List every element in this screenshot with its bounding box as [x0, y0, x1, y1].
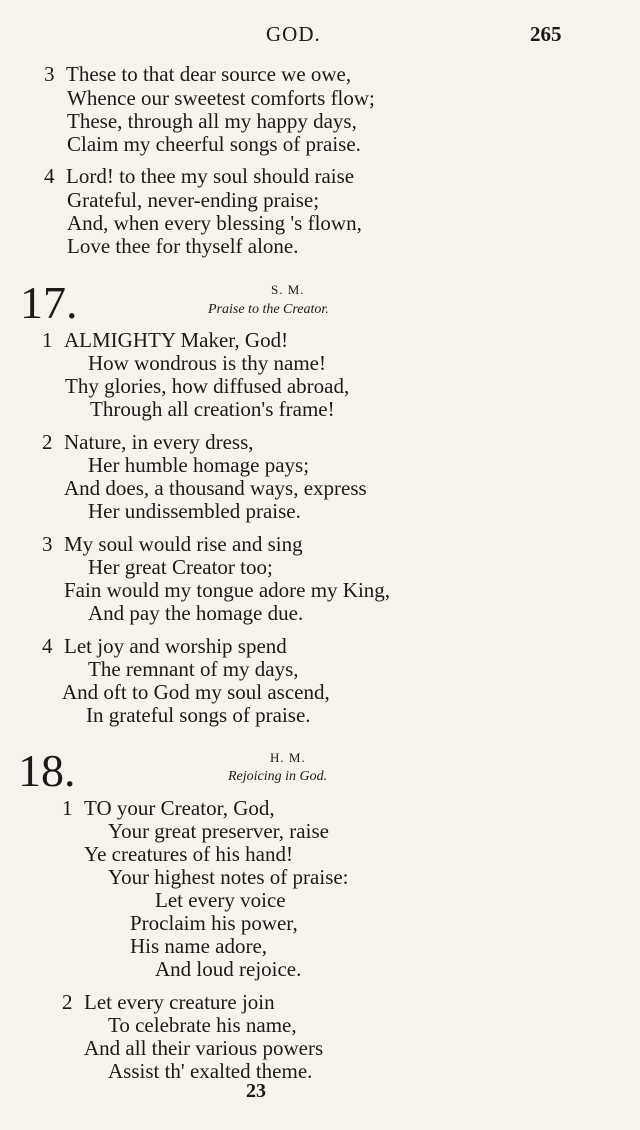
- verse-line: And all their various powers: [84, 1036, 324, 1060]
- verse-line: Through all creation's frame!: [90, 397, 335, 421]
- stanza-number: 4: [44, 164, 55, 188]
- hymn-meter: S. M.: [271, 282, 305, 297]
- hymn-number: 18.: [18, 745, 76, 796]
- hymn-meter: H. M.: [270, 750, 306, 765]
- hymn-subtitle: Praise to the Creator.: [208, 302, 329, 317]
- verse-line: Her great Creator too;: [88, 555, 273, 579]
- verse-line: Assist th' exalted theme.: [108, 1059, 313, 1083]
- verse-line: Fain would my tongue adore my King,: [64, 578, 391, 602]
- verse-line: 4 Let joy and worship spend: [42, 634, 287, 658]
- verse-line: Let every voice: [155, 888, 286, 912]
- stanza-number: 2: [62, 990, 73, 1014]
- verse-line: Ye creatures of his hand!: [84, 842, 293, 866]
- running-head: [0, 22, 640, 50]
- hymn-subtitle: Rejoicing in God.: [228, 769, 328, 784]
- verse-line: Proclaim his power,: [130, 911, 298, 935]
- verse-line: Love thee for thyself alone.: [67, 234, 299, 258]
- verse-line: How wondrous is thy name!: [88, 351, 326, 375]
- verse-line: The remnant of my days,: [88, 657, 299, 681]
- stanza-number: 3: [44, 62, 55, 86]
- verse-line: Whence our sweetest comforts flow;: [67, 86, 375, 110]
- verse-line: To celebrate his name,: [108, 1013, 297, 1037]
- verse-line: 2 Let every creature join: [62, 990, 275, 1014]
- stanza-number: 1: [62, 796, 73, 820]
- verse-line: And, when every blessing 's flown,: [67, 211, 362, 235]
- stanza-number: 4: [42, 634, 53, 658]
- verse-line: 3 These to that dear source we owe,: [44, 62, 352, 86]
- verse-line: 2 Nature, in every dress,: [42, 430, 254, 454]
- signature-mark: 23: [246, 1080, 266, 1102]
- verse-line: And loud rejoice.: [155, 957, 302, 981]
- verse-line: Grateful, never-ending praise;: [67, 188, 320, 212]
- stanza-number: 2: [42, 430, 53, 454]
- verse-line: These, through all my happy days,: [67, 109, 357, 133]
- verse-line: And oft to God my soul ascend,: [62, 680, 330, 704]
- verse-line: Her humble homage pays;: [88, 453, 310, 477]
- hymn-number: 17.: [20, 277, 78, 328]
- verse-line: His name adore,: [130, 934, 268, 958]
- verse-line: Your highest notes of praise:: [108, 865, 349, 889]
- verse-line: Her undissembled praise.: [88, 499, 301, 523]
- verse-line: Your great preserver, raise: [108, 819, 329, 843]
- page-number: 265: [530, 22, 562, 46]
- verse-line: Thy glories, how diffused abroad,: [65, 374, 350, 398]
- verse-line: And does, a thousand ways, express: [64, 476, 367, 500]
- running-title: GOD.: [266, 22, 321, 46]
- verse-line: 4 Lord! to thee my soul should raise: [44, 164, 355, 188]
- verse-line: 1 ALMIGHTY Maker, God!: [42, 328, 289, 352]
- stanza-number: 1: [42, 328, 53, 352]
- verse-line: Claim my cheerful songs of praise.: [67, 132, 361, 156]
- stanza-number: 3: [42, 532, 53, 556]
- verse-line: 3 My soul would rise and sing: [42, 532, 303, 556]
- verse-line: And pay the homage due.: [88, 601, 304, 625]
- verse-line: 1 TO your Creator, God,: [62, 796, 275, 820]
- verse-line: In grateful songs of praise.: [86, 703, 311, 727]
